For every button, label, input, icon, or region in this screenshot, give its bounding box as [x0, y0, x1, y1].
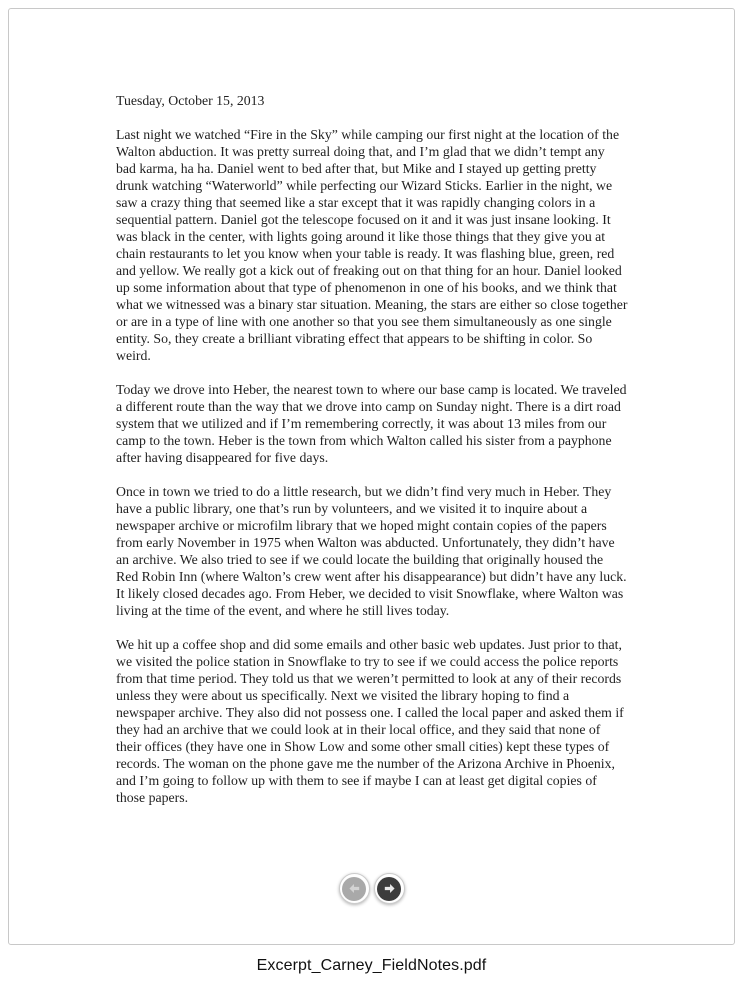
paragraph-4: We hit up a coffee shop and did some emails and other basic web updates. Just prior to that, we visited the police station in Snowflake to try to see if we could access the police reports from that time period. They told us that we weren’t permitted to look at any of their records unless they were about us specifically. Next we visited the library hoping to find a newspaper archive. They also did not possess one. I called the local paper and asked them if they had an archive that we could look at in their local office, and they said that none of their offices (they have one in Show Low and some other small cities) kept these types of records. The woman on the phone gave me the number of the Arizona Archive in Phoenix, and I’m going to follow up with them to see if maybe I can at least get digital copies of those papers. — [116, 637, 624, 805]
paragraph-1: Last night we watched “Fire in the Sky” while camping our first night at the location of the Walton abduction. It was pretty surreal doing that, and I’m glad that we didn’t tempt any bad karma, ha ha. Daniel went to bed after that, but Mike and I stayed up getting pretty drunk watching “Waterworld” while perfecting our Wizard Sticks. Earlier in the night, we saw a crazy thing that seemed like a star except that it was rapidly changing colors in a sequential pattern. Daniel got the telescope focused on it and it was just insane looking. It was black in the center, with lights going around it like those things that they give you at chain restaurants to let you know when your table is ready. It was flashing blue, green, red and yellow. We really got a kick out of freaking out on that thing for an hour. Daniel looked up some information about that type of phenomenon in one of his books, and we think that what we witnessed was a binary star situation. Meaning, the stars are either so close together or are in a type of line with one another so that you see them simultaneously as one single entity. So, they create a brilliant vibrating effect that appears to be shifting in color. So weird. — [116, 127, 628, 363]
date-line: Tuesday, October 15, 2013 — [116, 93, 265, 108]
previous-page-button-face — [342, 877, 366, 901]
document-page — [8, 8, 735, 945]
next-page-button-face — [377, 877, 401, 901]
next-page-button[interactable] — [374, 873, 405, 904]
previous-page-button[interactable] — [339, 873, 370, 904]
paragraph-2: Today we drove into Heber, the nearest town to where our base camp is located. We traveled a different route than the way that we drove into camp on Sunday night. There is a dirt road system that we utilized and if I’m remembering correctly, it was about 13 miles from our camp to the town. Heber is the town from which Walton called his sister from a payphone after having disappeared for five days. — [116, 382, 627, 465]
paragraph-3: Once in town we tried to do a little research, but we didn’t find very much in Heber. They have a public library, one that’s run by volunteers, and we visited it to inquire about a newspaper archive or microfilm library that we hoped might contain copies of the papers from early November in 1975 when Walton was abducted. Unfortunately, they didn’t have an archive. We also tried to see if we could locate the building that originally housed the Red Robin Inn (where Walton’s crew went after his disappearance) but didn’t have any luck. It likely closed decades ago. From Heber, we decided to visit Snowflake, where Walton was living at the time of the event, and where he still lives today. — [116, 484, 627, 618]
arrow-right-icon — [382, 881, 397, 896]
file-name-caption: Excerpt_Carney_FieldNotes.pdf — [256, 957, 487, 974]
document-text — [9, 9, 734, 806]
page-navigation — [9, 873, 734, 904]
arrow-left-icon — [347, 881, 362, 896]
